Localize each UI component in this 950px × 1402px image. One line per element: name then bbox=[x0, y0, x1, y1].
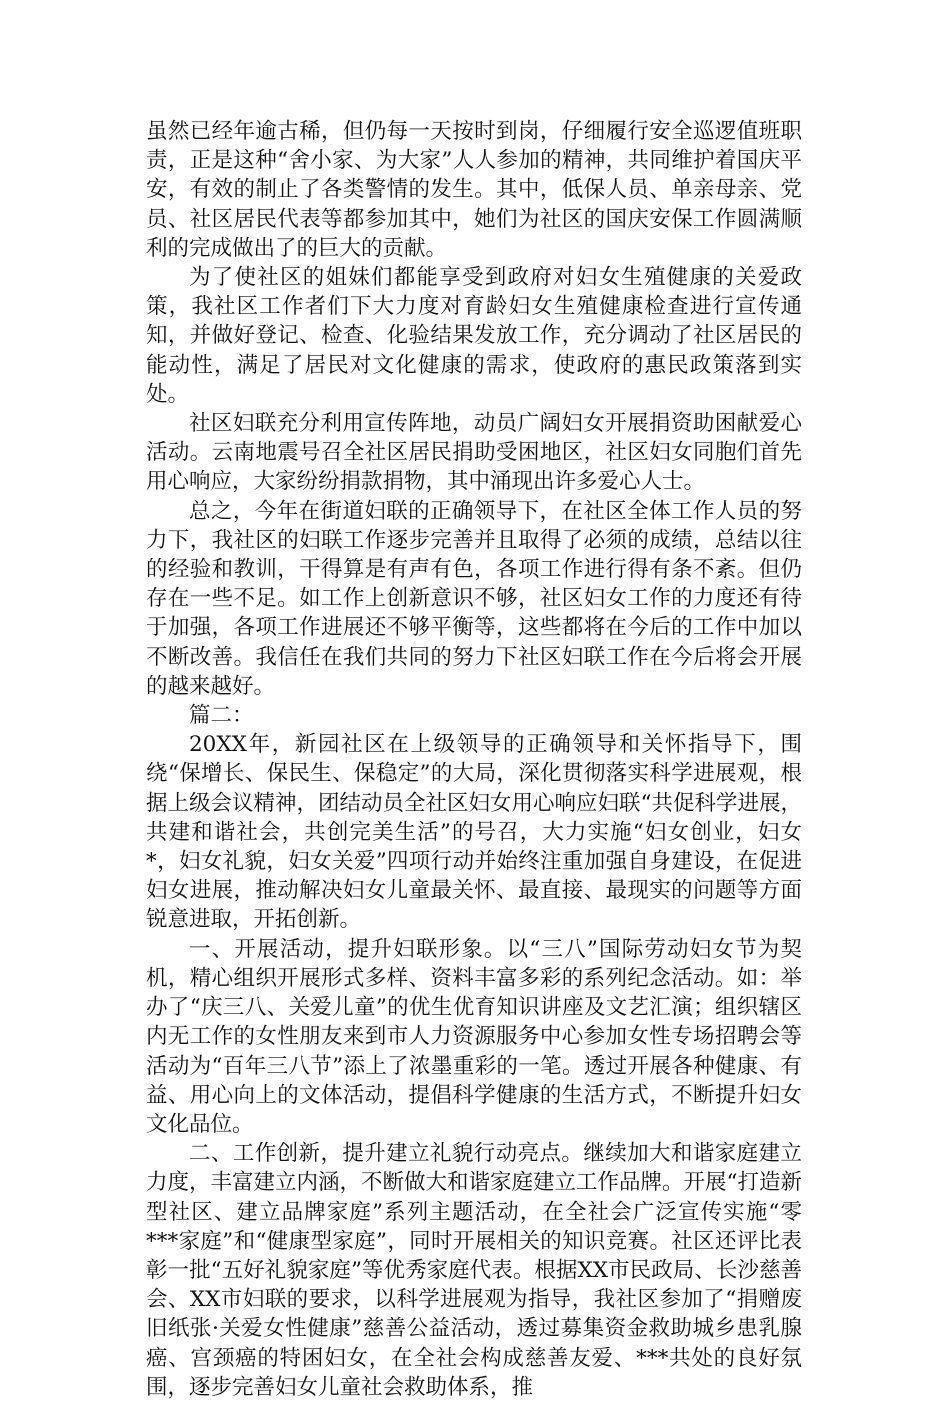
section-heading-part-two: 篇二： bbox=[189, 703, 254, 729]
paragraph-summary: 总之，今年在街道妇联的正确领导下，在社区全体工作人员的努力下，我社区的妇联工作逐步完善并且取得了必须的成绩，总结以往的经验和教训，干得算是有声有色，各项工作进行得有条不紊。但仍存在一些不足。如工作上创新意识不够，社区妇女工作的力度还有待于加强，各项工作进展还不够平衡等，这些都将在今后的工作中加以不断改善。我信任在我们共同的努力下社区妇联工作在今后将会开展的越来越好。 bbox=[146, 498, 802, 699]
paragraph-health-policy: 为了使社区的姐妹们都能享受到政府对妇女生殖健康的关爱政策，我社区工作者们下大力度对育龄妇女生殖健康检查进行宣传通知，并做好登记、检查、化验结果发放工作，充分调动了社区居民的能动性，满足了居民对文化健康的需求，使政府的惠民政策落到实处。 bbox=[146, 265, 802, 407]
document-body bbox=[146, 117, 802, 1402]
paragraph-part-two-intro: 20XX年，新园社区在上级领导的正确领导和关怀指导下，围绕“保增长、保民生、保稳定”的大局，深化贯彻落实科学进展观，根据上级会议精神，团结动员全社区妇女用心响应妇联“共促科学进展，共建和谐社会，共创完美生活”的号召，大力实施“妇女创业，妇女*，妇女礼貌，妇女关爱”四项行动并始终注重加强自身建设，在促进妇女进展，推动解决妇女儿童最关怀、最直接、最现实的问题等方面锐意进取，开拓创新。 bbox=[146, 732, 802, 933]
paragraph-innovation: 二、工作创新，提升建立礼貌行动亮点。继续加大和谐家庭建立力度，丰富建立内涵，不断做大和谐家庭建立工作品牌。开展“打造新型社区、建立品牌家庭”系列主题活动，在全社会广泛宣传实施“零***家庭”和“健康型家庭”，同时开展相关的知识竞赛。社区还评比表彰一批“五好礼貌家庭”等优秀家庭代表。根据XX市民政局、长沙慈善会、XX市妇联的要求，以科学进展观为指导，我社区参加了“捐赠废旧纸张·关爱女性健康”慈善公益活动，透过募集资金救助城乡患乳腺癌、宫颈癌的特困妇女，在全社会构成慈善友爱、***共处的良好氛围，逐步完善妇女儿童社会救助体系，推 bbox=[146, 1141, 802, 1400]
paragraph-continuation: 虽然已经年逾古稀，但仍每一天按时到岗，仔细履行安全巡逻值班职责，正是这种“舍小家、为大家”人人参加的精神，共同维护着国庆平安，有效的制止了各类警情的发生。其中，低保人员、单亲母亲、党员、社区居民代表等都参加其中，她们为社区的国庆安保工作圆满顺利的完成做出了的巨大的贡献。 bbox=[146, 119, 802, 261]
paragraph-activities: 一、开展活动，提升妇联形象。以“三八”国际劳动妇女节为契机，精心组织开展形式多样、资料丰富多彩的系列纪念活动。如：举办了“庆三八、关爱儿童”的优生优育知识讲座及文艺汇演；组织辖区内无工作的女性朋友来到市人力资源服务中心参加女性专场招聘会等活动为“百年三八节”添上了浓墨重彩的一笔。透过开展各种健康、有益、用心向上的文体活动，提倡科学健康的生活方式，不断提升妇女文化品位。 bbox=[146, 936, 802, 1137]
paragraph-donation: 社区妇联充分利用宣传阵地，动员广阔妇女开展捐资助困献爱心活动。云南地震号召全社区居民捐助受困地区，社区妇女同胞们首先用心响应，大家纷纷捐款捐物，其中涌现出许多爱心人士。 bbox=[146, 411, 802, 495]
